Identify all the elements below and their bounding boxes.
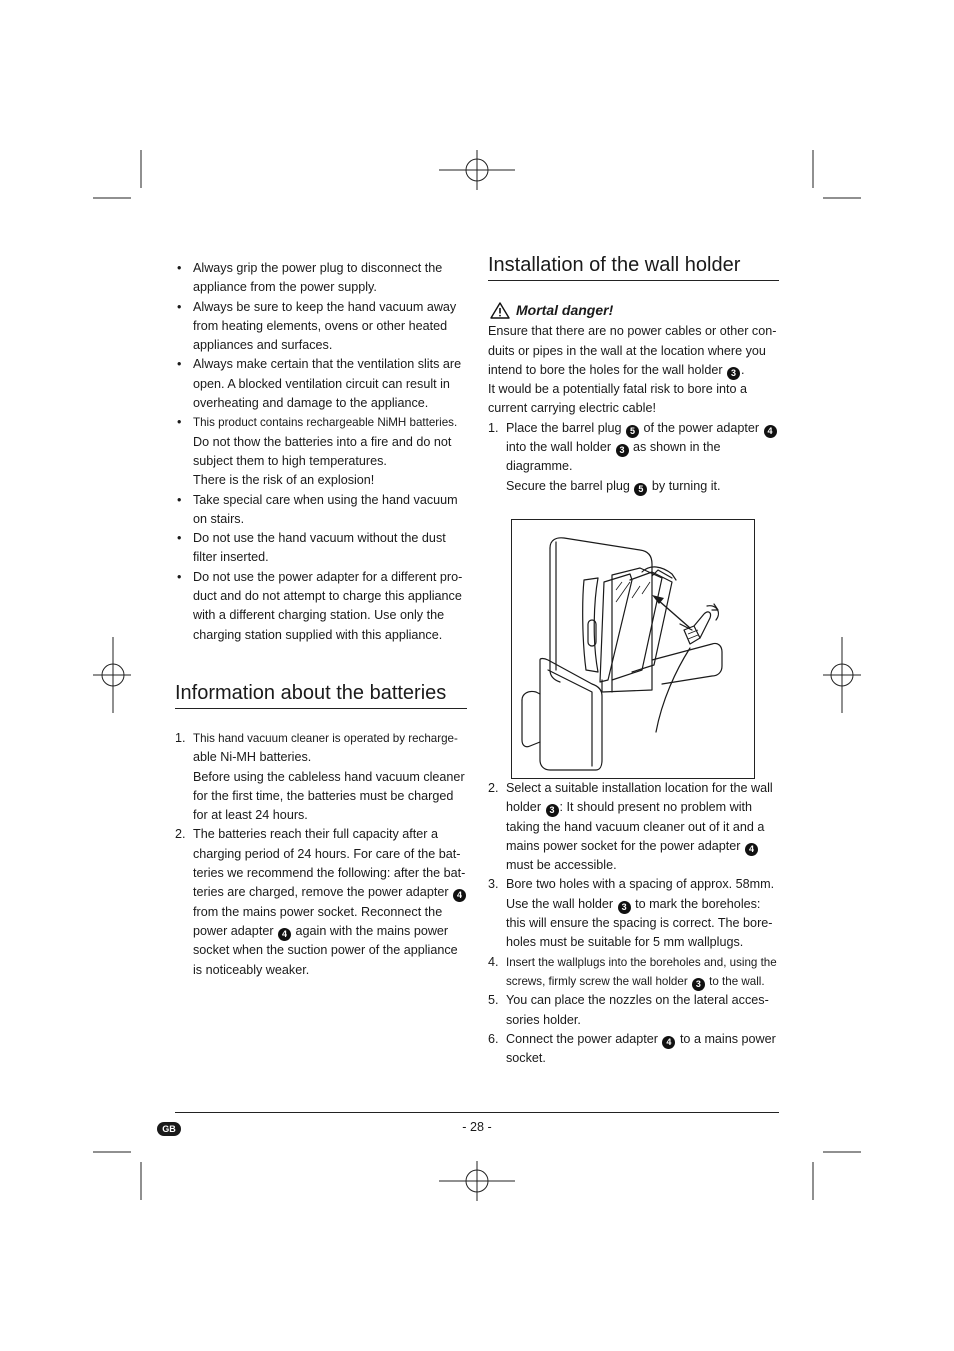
- list-item: 1. Place the barrel plug 5 of the power adapter 4 into the wall holder 3 as shown in the diagramme. Secure the barrel plug 5 by turning it.: [488, 419, 779, 496]
- installation-steps-list: [488, 779, 779, 1068]
- ref-badge-power-adapter: 4: [278, 928, 291, 941]
- list-item: 1. This hand vacuum cleaner is operated by recharge- able Ni-MH batteries. Before using the cableless hand vacuum cleaner for the first time, the batteries must be charged for at least 24 hours.: [175, 730, 465, 823]
- battery-steps-list: [175, 729, 467, 980]
- list-item: 6. Connect the power adapter 4 to a mains power socket.: [488, 1031, 776, 1066]
- ref-badge-wall-holder: 3: [618, 901, 631, 914]
- list-item: • Take special care when using the hand vacuum on stairs.: [175, 491, 467, 530]
- wall-holder-illustration: [512, 520, 754, 778]
- ref-badge-power-adapter: 4: [764, 425, 777, 438]
- ref-badge-wall-holder: 3: [727, 367, 740, 380]
- list-item: 4. Insert the wallplugs into the boreholes and, using the screws, firmly screw the wall holder 3 to the wall.: [488, 954, 777, 989]
- list-item: • Do not use the power adapter for a different pro- duct and do not attempt to charge this appliance with a different charging station. Use only the charging station supplied with this appliance.: [175, 568, 467, 645]
- right-column: [488, 253, 779, 1068]
- warning-title: Mortal danger!: [516, 302, 614, 318]
- list-item: • Always make certain that the ventilation slits are open. A blocked ventilation circuit can result in overheating and damage to the appliance.: [175, 355, 467, 413]
- warning-triangle-icon: [490, 302, 510, 319]
- list-item: • This product contains rechargeable NiMH batteries. Do not thow the batteries into a fire and do not subject them to high temperatures. There is the risk of an explosion!: [175, 413, 467, 490]
- list-item: 3. Bore two holes with a spacing of approx. 58mm. Use the wall holder 3 to mark the boreholes: this will ensure the spacing is correct. The bore- holes must be suitable for 5 mm wallplugs.: [488, 877, 775, 950]
- list-item: • Always be sure to keep the hand vacuum away from heating elements, ovens or other heated appliances and surfaces.: [175, 298, 467, 356]
- ref-badge-power-adapter: 4: [453, 889, 466, 902]
- wall-holder-heading: Installation of the wall holder: [488, 253, 779, 281]
- warning-text: Ensure that there are no power cables or other con- duits or pipes in the wall at the location where you intend to bore the holes for the wall holder 3 . It would be a potentially fatal risk to bore into a current carrying electric cable!: [488, 324, 777, 416]
- wall-holder-diagram: [511, 519, 755, 779]
- ref-badge-barrel-plug: 5: [626, 425, 639, 438]
- ref-badge-wall-holder: 3: [616, 444, 629, 457]
- ref-badge-wall-holder: 3: [546, 804, 559, 817]
- ref-badge-power-adapter: 4: [745, 843, 758, 856]
- ref-badge-wall-holder: 3: [692, 978, 705, 991]
- list-item: • Do not use the hand vacuum without the dust filter inserted.: [175, 529, 467, 568]
- country-badge: GB: [157, 1122, 181, 1136]
- warning-header: [490, 301, 779, 320]
- list-item: 2. The batteries reach their full capacity after a charging period of 24 hours. For care of the bat- teries we recommend the following: after the bat- teries are charged, remove the power adapter 4 from the mains power socket. Reconnect the power adapter 4 again with the mains power socket when the suction power of the appliance is noticeably weaker.: [175, 827, 466, 977]
- ref-badge-power-adapter: 4: [662, 1036, 675, 1049]
- safety-bullet-list: [175, 259, 467, 645]
- list-item: 2. Select a suitable installation location for the wall holder 3 : It should present no problem with taking the hand vacuum cleaner out of it and a mains power socket for the power adapter 4 must be accessible.: [488, 780, 773, 873]
- left-column: [175, 259, 467, 980]
- batteries-heading: Information about the batteries: [175, 681, 467, 709]
- page-number: - 28 -: [462, 1120, 492, 1134]
- list-item: 5. You can place the nozzles on the lateral acces- sories holder.: [488, 993, 769, 1027]
- footer-divider: [175, 1112, 779, 1113]
- installation-step-1: [488, 419, 779, 496]
- list-item: • Always grip the power plug to disconnect the appliance from the power supply.: [175, 259, 467, 298]
- ref-badge-barrel-plug: 5: [634, 483, 647, 496]
